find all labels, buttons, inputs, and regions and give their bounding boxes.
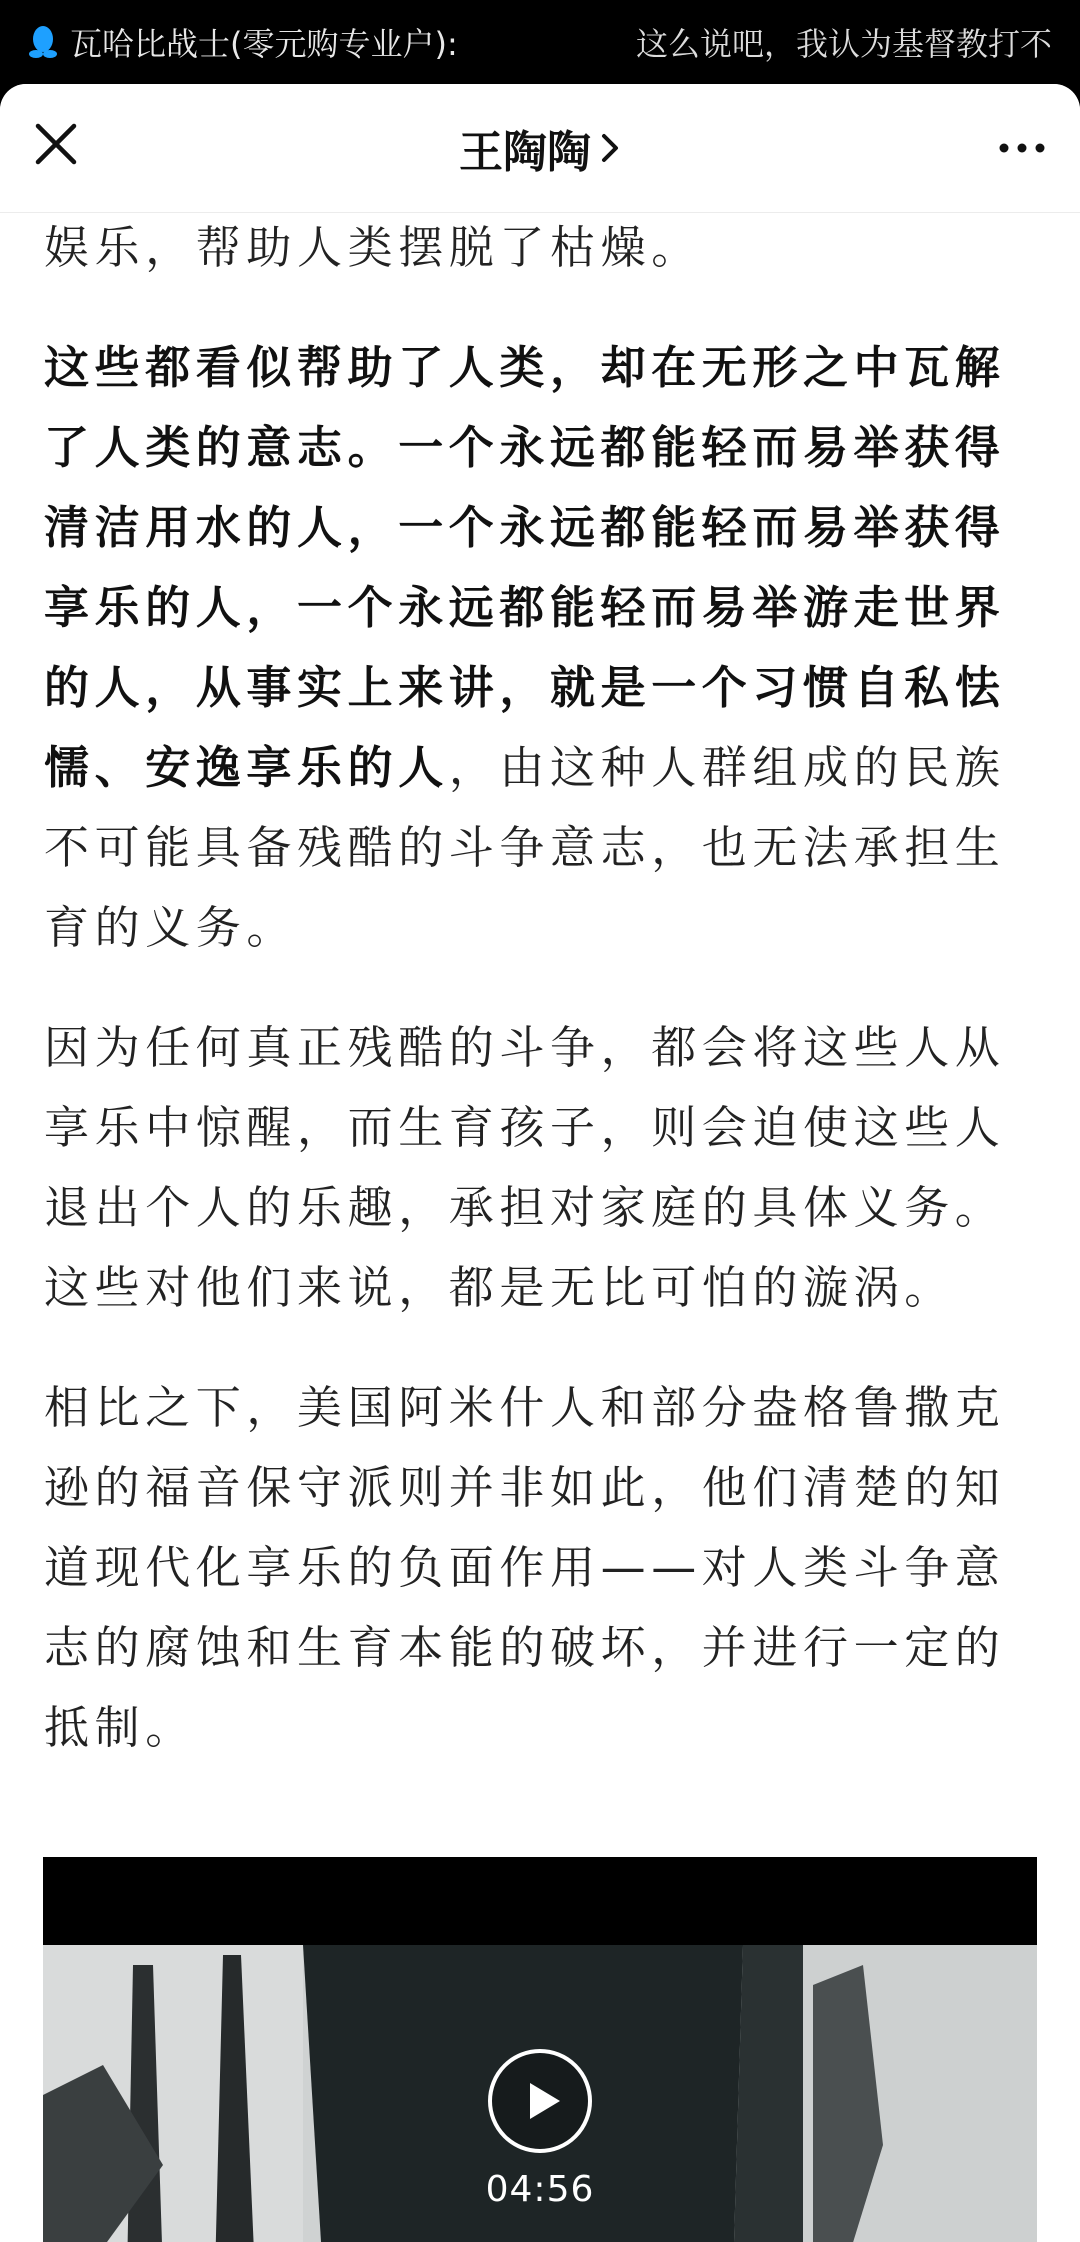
more-icon[interactable] — [994, 120, 1050, 176]
article-sheet — [0, 84, 1080, 2242]
article-bold-text: 这些都看似帮助了人类，却在无形之中瓦解了人类的意志。一个永远都能轻而易举获得清洁用水的人，一个永远都能轻而易举获得享乐的人，一个永远都能轻而易举游走世界的人，从事实上来讲，就是一个习惯自私怯懦、安逸享乐的人 — [44, 341, 1006, 794]
article-paragraph — [44, 328, 1014, 968]
video-player[interactable] — [43, 1857, 1037, 2242]
top-bar — [0, 84, 1080, 213]
video-duration: 04:56 — [485, 2169, 595, 2210]
chevron-right-icon — [599, 130, 621, 166]
article-text: ，由这种人群组成的民族不可能具备残酷的斗争意志，也无法承担生育的义务。 — [44, 741, 1006, 954]
notification-message: 这么说吧，我认为基督教打不 — [635, 25, 1052, 63]
article-paragraph: 因为任何真正残酷的斗争，都会将这些人从享乐中惊醒，而生育孩子，则会迫使这些人退出个人的乐趣，承担对家庭的具体义务。这些对他们来说，都是无比可怕的漩涡。 — [44, 1021, 1006, 1314]
article-body — [44, 208, 1014, 1768]
notification-banner[interactable] — [0, 0, 1080, 84]
qq-penguin-icon — [28, 24, 58, 60]
author-title-link[interactable] — [0, 84, 1080, 212]
author-name: 王陶陶 — [459, 127, 591, 178]
article-paragraph: 娱乐，帮助人类摆脱了枯燥。 — [44, 221, 702, 274]
article-paragraph: 相比之下，美国阿米什人和部分盎格鲁撒克逊的福音保守派则并非如此，他们清楚的知道现代化享乐的负面作用——对人类斗争意志的腐蚀和生育本能的破坏，并进行一定的抵制。 — [44, 1381, 1006, 1754]
play-icon[interactable] — [486, 2047, 594, 2155]
notification-sender: 瓦哈比战士(零元购专业户): — [70, 25, 458, 63]
